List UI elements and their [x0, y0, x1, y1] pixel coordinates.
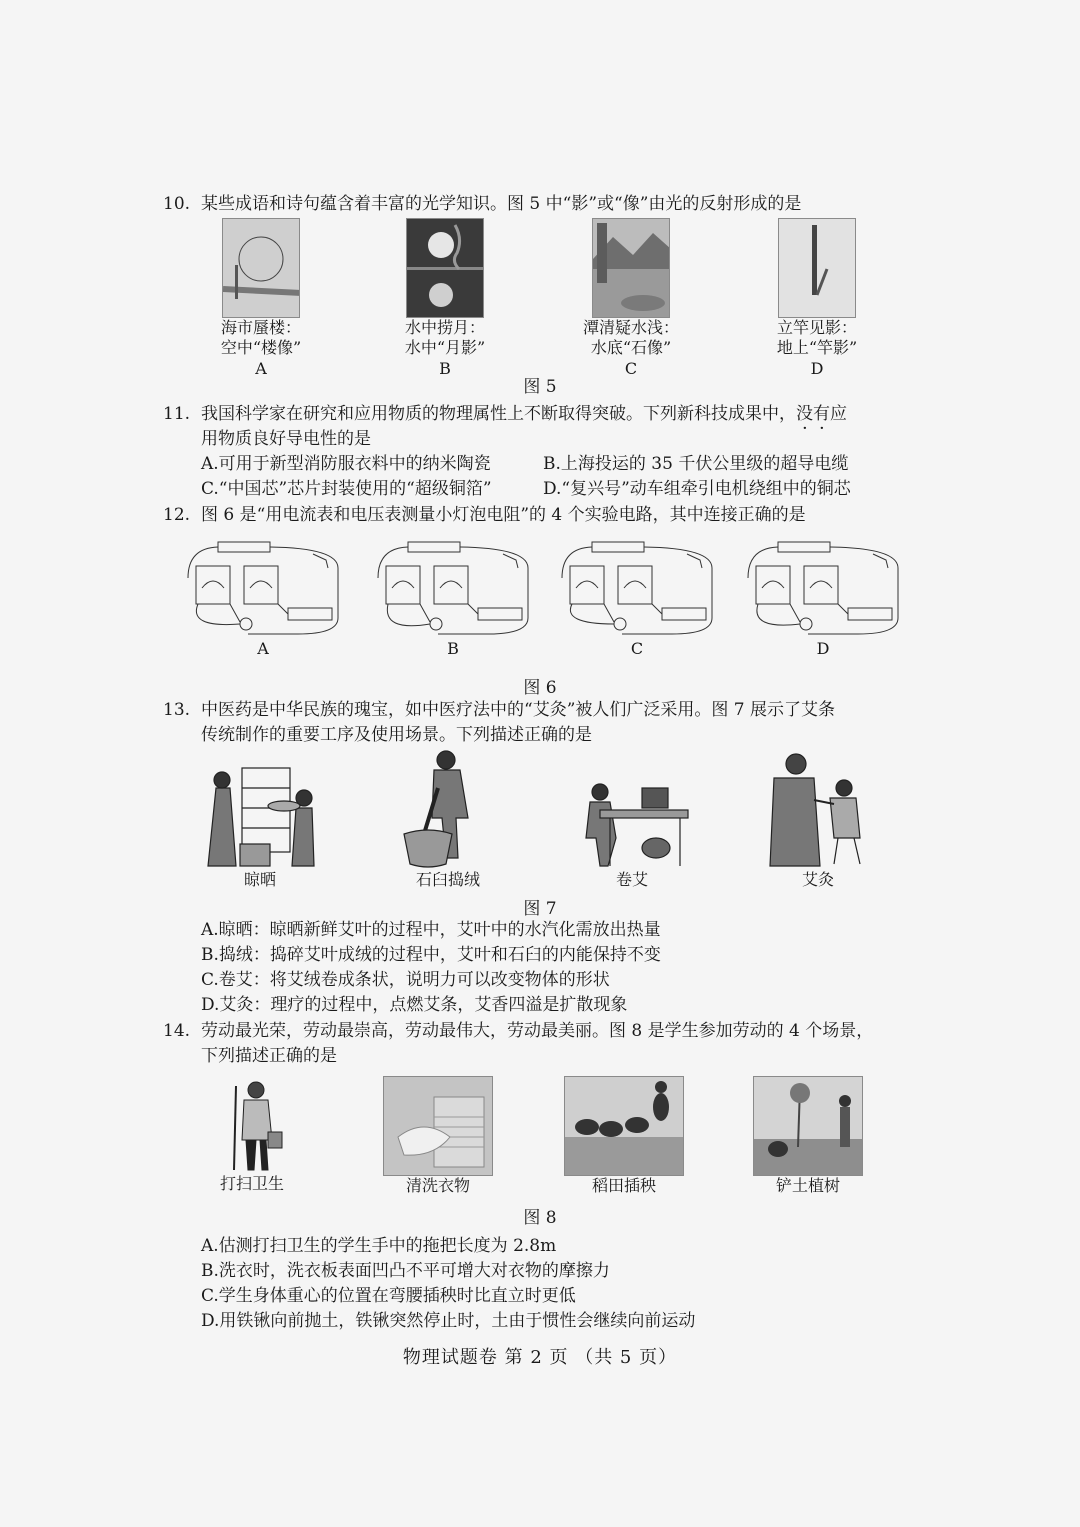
- caption: 稻田插秧: [591, 1176, 656, 1195]
- figure-8-cleaning: [212, 1076, 292, 1194]
- clear-pond-photo: [592, 218, 670, 318]
- drying-illustration: [196, 748, 324, 870]
- caption-line-1: 水中捞月：: [404, 318, 485, 337]
- caption-line-2: 水底“石像”: [590, 338, 672, 357]
- option-letter: B: [447, 639, 459, 658]
- option-letter: B: [439, 359, 451, 378]
- option-letter: D: [810, 359, 824, 378]
- option-letter: C: [624, 359, 638, 378]
- caption-line-1: 海市蜃楼：: [220, 318, 301, 337]
- rice-planting-photo: [564, 1076, 684, 1176]
- option-c: C.学生身体重心的位置在弯腰插秧时比直立时更低: [201, 1286, 576, 1306]
- caption-line-2: 空中“楼像”: [220, 338, 302, 357]
- caption: 石臼捣绒: [415, 870, 480, 889]
- option-d: D.艾灸：理疗的过程中，点燃艾条，艾香四溢是扩散现象: [201, 995, 628, 1015]
- circuit-diagram: [738, 538, 908, 638]
- option-letter: D: [816, 639, 830, 658]
- option-b: B.洗衣时，洗衣板表面凹凸不平可增大对衣物的摩擦力: [201, 1261, 610, 1281]
- option-a: A.可用于新型消防服衣料中的纳米陶瓷: [201, 454, 491, 474]
- option-a: A.估测打扫卫生的学生手中的拖把长度为 2.8m: [201, 1236, 557, 1256]
- figure-7-moxibustion: [764, 748, 872, 890]
- question-text: 中医药是中华民族的瑰宝，如中医疗法中的“艾灸”被人们广泛采用。图 7 展示了艾条: [201, 700, 836, 720]
- figure-5-d: [762, 218, 872, 380]
- question-number: 10.: [163, 194, 191, 214]
- question-10: [163, 192, 801, 217]
- moxibustion-illustration: [764, 748, 872, 870]
- figure-6-a: [178, 538, 348, 660]
- caption: 卷艾: [615, 870, 648, 889]
- figure-8-planting: [563, 1076, 685, 1196]
- tree-planting-photo: [753, 1076, 863, 1176]
- option-b: B.上海投运的 35 千伏公里级的超导电缆: [543, 454, 849, 474]
- question-13: [163, 698, 835, 723]
- caption: 打扫卫生: [219, 1174, 284, 1193]
- question-12: [163, 503, 806, 528]
- option-d: D.用铁锹向前抛土，铁锹突然停止时，土由于惯性会继续向前运动: [201, 1311, 696, 1331]
- figure-6-b: [368, 538, 538, 660]
- circuit-diagram: [552, 538, 722, 638]
- figure-7-pounding: [398, 748, 498, 890]
- caption-line-2: 地上“竿影”: [776, 338, 858, 357]
- question-text: 劳动最光荣，劳动最崇高，劳动最伟大，劳动最美丽。图 8 是学生参加劳动的 4 个场景，: [201, 1021, 874, 1041]
- washing-photo: [383, 1076, 493, 1176]
- figure-7-label: 图 7: [523, 899, 557, 919]
- pounding-illustration: [398, 748, 498, 870]
- caption: 艾灸: [801, 870, 834, 889]
- question-number: 11.: [163, 404, 191, 424]
- question-number: 13.: [163, 700, 191, 720]
- mirage-photo: [222, 218, 300, 318]
- question-text: 用物质良好导电性的是: [201, 429, 371, 449]
- question-text: 某些成语和诗句蕴含着丰富的光学知识。图 5 中“影”或“像”由光的反射形成的是: [201, 194, 802, 214]
- cleaning-photo: [212, 1076, 292, 1174]
- circuit-diagram: [178, 538, 348, 638]
- figure-5-a: [206, 218, 316, 380]
- figure-8-washing: [382, 1076, 494, 1196]
- caption: 铲土植树: [775, 1176, 840, 1195]
- figure-7-rolling: [570, 748, 694, 890]
- question-text: 图 6 是“用电流表和电压表测量小灯泡电阻”的 4 个实验电路，其中连接正确的是: [201, 505, 806, 525]
- question-number: 12.: [163, 505, 191, 525]
- moon-reflection-photo: [406, 218, 484, 318]
- caption-line-2: 水中“月影”: [404, 338, 486, 357]
- option-letter: A: [255, 359, 267, 378]
- figure-5-b: [390, 218, 500, 380]
- question-text: 下列描述正确的是: [201, 1046, 337, 1066]
- option-c: C.“中国芯”芯片封装使用的“超级铜箔”: [201, 479, 492, 499]
- option-letter: C: [630, 639, 644, 658]
- emphasis-char: 有: [813, 404, 830, 424]
- page-footer: 物理试题卷 第 2 页 （共 5 页）: [402, 1347, 678, 1368]
- rolling-illustration: [570, 748, 694, 870]
- option-c: C.卷艾：将艾绒卷成条状，说明力可以改变物体的形状: [201, 970, 610, 990]
- caption-line-1: 潭清疑水浅：: [582, 318, 679, 337]
- question-text: 我国科学家在研究和应用物质的物理属性上不断取得突破。下列新科技成果中，: [201, 404, 796, 424]
- option-d: D.“复兴号”动车组牵引电机绕组中的铜芯: [543, 479, 851, 499]
- option-letter: A: [257, 639, 269, 658]
- figure-7-drying: [196, 748, 324, 890]
- emphasis-char: 没: [796, 404, 813, 424]
- pole-shadow-photo: [778, 218, 856, 318]
- figure-6-d: [738, 538, 908, 660]
- figure-5-label: 图 5: [523, 377, 557, 397]
- figure-8-label: 图 8: [523, 1208, 557, 1228]
- caption: 清洗衣物: [405, 1176, 470, 1195]
- option-a: A.晾晒：晾晒新鲜艾叶的过程中，艾叶中的水汽化需放出热量: [201, 920, 661, 940]
- option-b: B.捣绒：捣碎艾叶成绒的过程中，艾叶和石臼的内能保持不变: [201, 945, 661, 965]
- circuit-diagram: [368, 538, 538, 638]
- figure-6-c: [552, 538, 722, 660]
- caption-line-1: 立竿见影：: [776, 318, 857, 337]
- question-text: 传统制作的重要工序及使用场景。下列描述正确的是: [201, 725, 592, 745]
- figure-6-label: 图 6: [523, 678, 557, 698]
- figure-8-tree: [752, 1076, 864, 1196]
- question-text: 应: [830, 404, 847, 424]
- figure-5-c: [576, 218, 686, 380]
- question-14: [163, 1019, 873, 1044]
- caption: 晾晒: [243, 870, 276, 889]
- question-number: 14.: [163, 1021, 191, 1041]
- question-11: [163, 402, 847, 427]
